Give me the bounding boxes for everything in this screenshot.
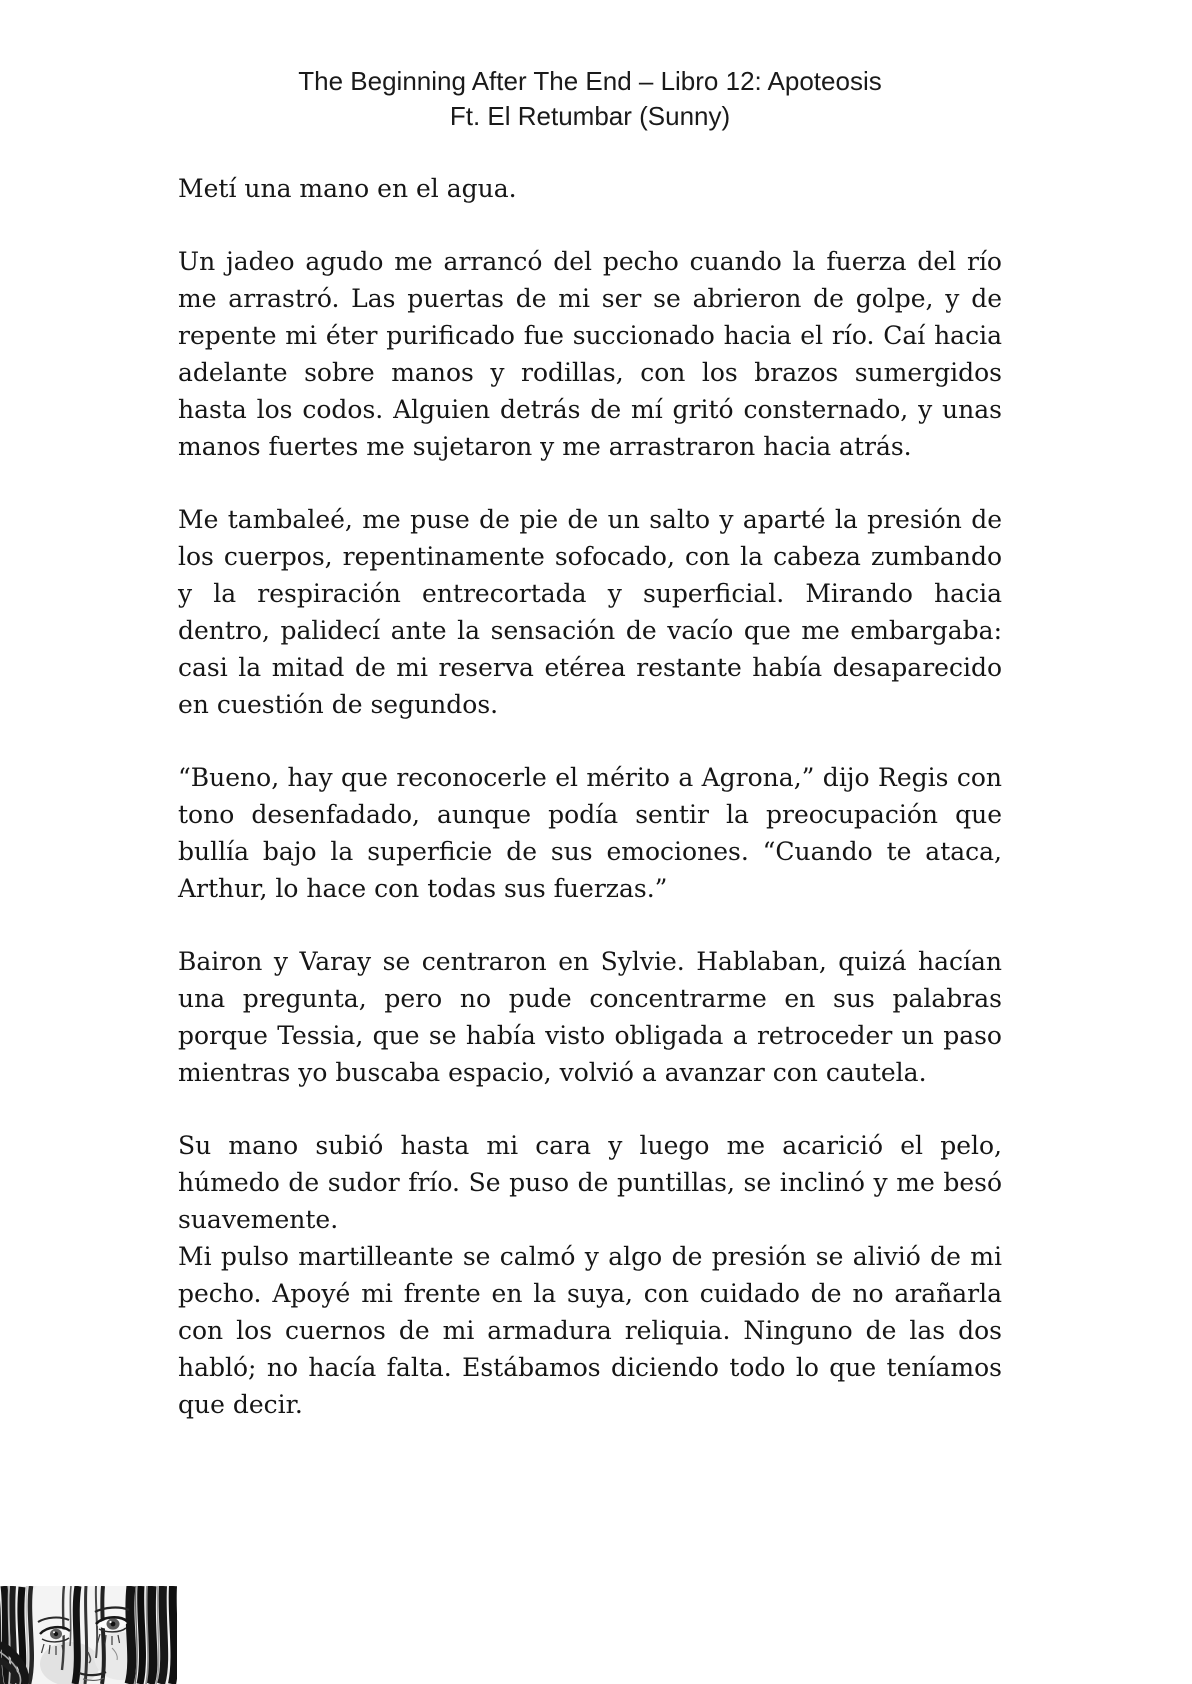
document-title-line1: The Beginning After The End – Libro 12: Apoteosis (298, 66, 882, 96)
paragraph: Metí una mano en el agua. (178, 174, 517, 203)
document-title (178, 64, 1002, 134)
paragraph: Su mano subió hasta mi cara y luego me acarició el pelo, húmedo de sudor frío. Se puso de puntillas, se inclinó y me besó suavemente. (178, 1131, 1002, 1234)
document-title-line2: Ft. El Retumbar (Sunny) (449, 101, 731, 131)
footer-artwork-image (0, 1586, 177, 1684)
paragraph: Mi pulso martilleante se calmó y algo de presión se alivió de mi pecho. Apoyé mi frente en la suya, con cuidado de no arañarla con los cuernos de mi armadura reliquia. Ninguno de las dos habló; no hacía falta. Estábamos diciendo todo lo que teníamos que decir. (178, 1242, 1002, 1419)
paragraph: “Bueno, hay que reconocerle el mérito a Agrona,” dijo Regis con tono desenfadado, aunque podía sentir la preocupación que bullía bajo la superficie de sus emociones. “Cuando te ataca, Arthur, lo hace con todas sus fuerzas.” (178, 763, 1002, 903)
paragraph: Un jadeo agudo me arrancó del pecho cuando la fuerza del río me arrastró. Las puertas de mi ser se abrieron de golpe, y de repente mi éter purificado fue succionado hacia el río. Caí hacia adelante sobre manos y rodillas, con los brazos sumergidos hasta los codos. Alguien detrás de mí gritó consternado, y unas manos fuertes me sujetaron y me arrastraron hacia atrás. (178, 247, 1002, 461)
paragraph: Me tambaleé, me puse de pie de un salto y aparté la presión de los cuerpos, repentinamente sofocado, con la cabeza zumbando y la respiración entrecortada y superficial. Mirando hacia dentro, palidecí ante la sensación de vacío que me embargaba: casi la mitad de mi reserva etérea restante había desaparecido en cuestión de segundos. (178, 505, 1002, 719)
document-body (178, 170, 1002, 1459)
paragraph: Bairon y Varay se centraron en Sylvie. Hablaban, quizá hacían una pregunta, pero no pude concentrarme en sus palabras porque Tessia, que se había visto obligada a retroceder un paso mientras yo buscaba espacio, volvió a avanzar con cautela. (178, 947, 1002, 1087)
manga-face-illustration (0, 1586, 177, 1684)
